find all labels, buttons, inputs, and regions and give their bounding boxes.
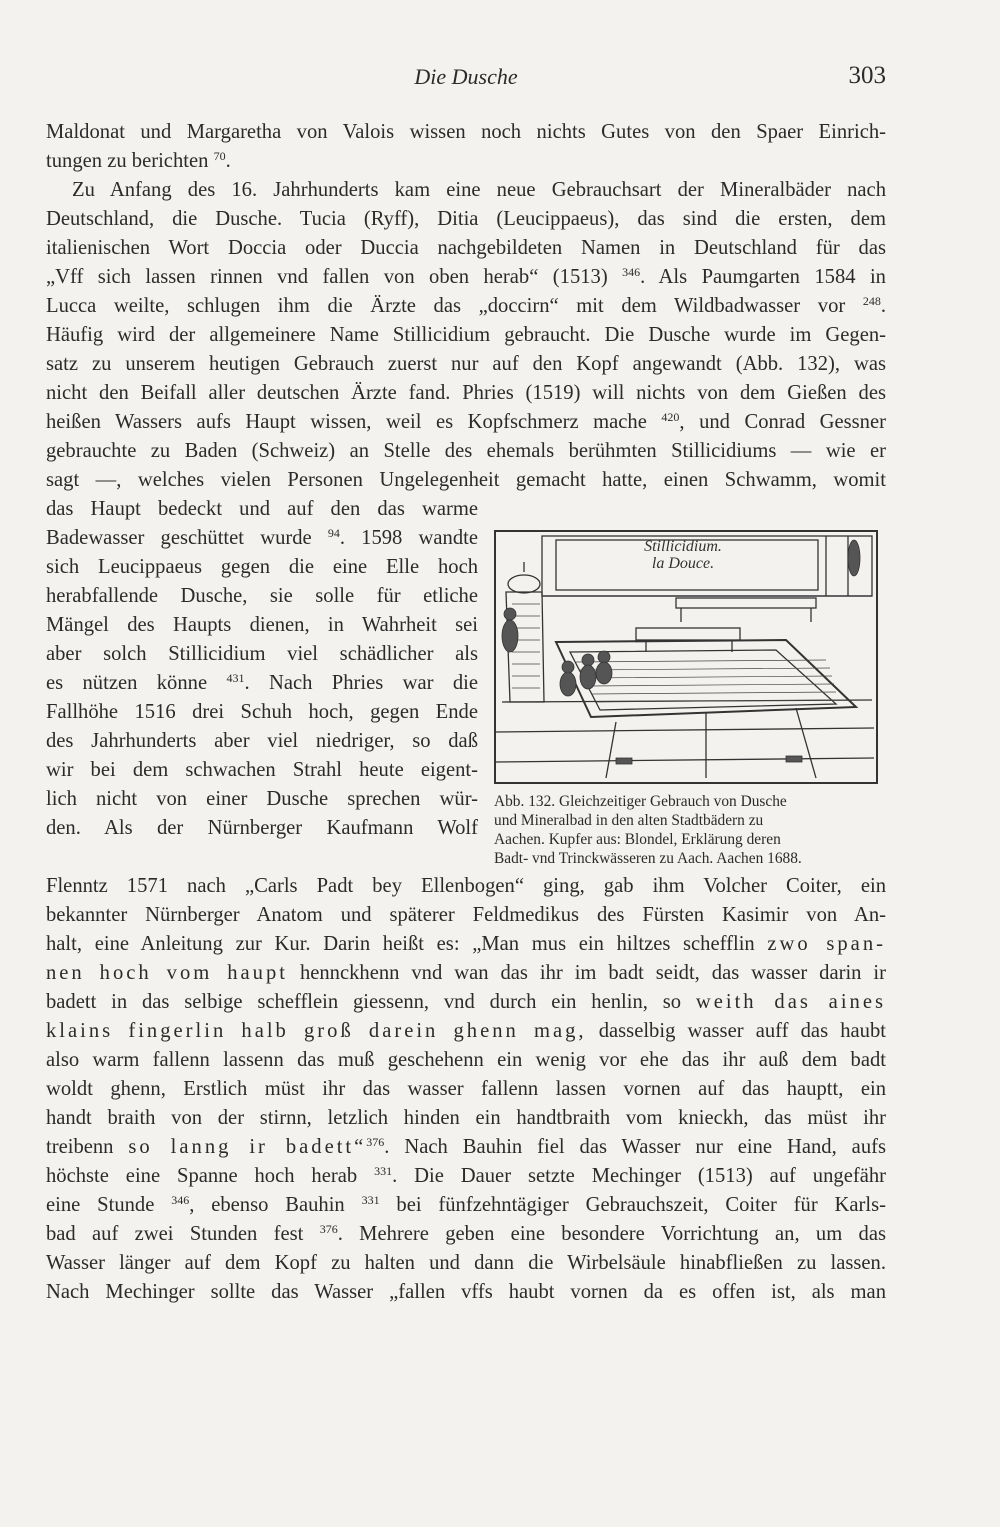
text-line: tungen zu berichten $^{70}$. <box>46 149 231 172</box>
footnote-ref: 420 <box>661 410 680 424</box>
text-line: Wasser länger auf dem Kopf zu halten und dann die Wirbelsäule hinabfließen zu lassen. <box>46 1252 886 1274</box>
text-line: also warm fallenn lassenn das muß geschehenn ein wenig vor ehe das ihr auß dem badt <box>46 1049 886 1071</box>
text-line: höchste eine Spanne hoch herab $^{331}$. Die Dauer setzte Mechinger (1513) auf ungefähr <box>46 1164 886 1187</box>
text-line: den. Als der Nürnberger Kaufmann Wolf <box>46 817 478 839</box>
text-line: Mängel des Haupts dienen, in Wahrheit sei <box>46 614 478 636</box>
figure-caption <box>494 792 908 868</box>
footnote-ref: 346 <box>171 1193 190 1207</box>
text-line: herabfallende Dusche, sie solle für etliche <box>46 585 478 607</box>
text-line: klains fingerlin halb groß darein ghenn mag, dasselbig wasser auff das haubt <box>46 1020 886 1042</box>
text-line: handt braith von der stirnn, letzlich hinden ein handtbraith vom knieckh, das müst ihr <box>46 1107 886 1129</box>
text-line: Badewasser geschüttet wurde $^{94}$. 1598 wandte <box>46 526 478 549</box>
engraving-inscription: Stillicidium. la Douce. <box>644 538 722 572</box>
text-line: eine Stunde $^{346}$, ebenso Bauhin $^{331}$ bei fünfzehntägiger Gebrauchszeit, Coiter für Karls- <box>46 1193 886 1216</box>
footnote-ref: 431 <box>226 671 245 685</box>
footnote-ref: 376 <box>366 1135 385 1149</box>
text-line: Lucca weilte, schlugen ihm die Ärzte das „doccirn“ mit dem Wildbadwasser vor $^{248}$. <box>46 294 886 317</box>
text-line: Flenntz 1571 nach „Carls Padt bey Ellenbogen“ ging, gab ihm Volcher Coiter, ein <box>46 875 886 897</box>
text-line: bekannter Nürnberger Anatom und späterer Feldmedikus des Fürsten Kasimir von An- <box>46 904 886 926</box>
text-line: das Haupt bedeckt und auf den das warme <box>46 498 478 520</box>
footnote-ref: 70 <box>213 149 226 163</box>
caption-line: und Mineralbad in den alten Stadtbädern zu <box>494 812 764 829</box>
text-line: nen hoch vom haupt hennckhenn vnd wan das ihr im badt seidt, das wasser darin ir <box>46 962 886 984</box>
text-line: Zu Anfang des 16. Jahrhunderts kam eine neue Gebrauchsart der Mineralbäder nach <box>72 179 886 201</box>
text-line: nicht den Beifall aller deutschen Ärzte fand. Phries (1519) will nichts von dem Gießen des <box>46 382 886 404</box>
text-line: halt, eine Anleitung zur Kur. Darin heißt es: „Man mus ein hiltzes schefflin zwo span- <box>46 933 886 955</box>
text-line: des Jahrhunderts aber viel niedriger, so daß <box>46 730 478 752</box>
running-title: Die Dusche <box>414 64 518 89</box>
text-line: treibenn so lanng ir badett“$^{376}$. Nach Bauhin fiel das Wasser nur eine Hand, aufs <box>46 1135 886 1158</box>
caption-line: Badt- vnd Trinckwässeren zu Aach. Aachen 1688. <box>494 850 802 867</box>
text-line: heißen Wassers aufs Haupt wissen, weil es Kopfschmerz mache $^{420}$, und Conrad Gessner <box>46 410 886 433</box>
text-line: lich nicht von einer Dusche sprechen wür- <box>46 788 478 810</box>
text-line: wir bei dem schwachen Strahl heute eigent- <box>46 759 478 781</box>
footnote-ref: 376 <box>319 1222 338 1236</box>
body-text-bottom <box>46 872 886 1307</box>
text-line: gebrauchte zu Baden (Schweiz) an Stelle des ehemals berühmten Stillicidiums — wie er <box>46 440 886 462</box>
text-line: woldt ghenn, Erstlich müst ihr das wasser fallenn lassen vornen auf das hauptt, ein <box>46 1078 886 1100</box>
caption-line: Aachen. Kupfer aus: Blondel, Erklärung deren <box>494 831 781 848</box>
footnote-ref: 331 <box>361 1193 380 1207</box>
footnote-ref: 94 <box>327 526 340 540</box>
text-line: Häufig wird der allgemeinere Name Stillicidium gebraucht. Die Dusche wurde im Gegen- <box>46 324 886 346</box>
text-line: „Vff sich lassen rinnen vnd fallen von oben herab“ (1513) $^{346}$. Als Paumgarten 1584 in <box>46 265 886 288</box>
figure-engraving <box>494 530 878 784</box>
page-header <box>46 62 886 96</box>
text-line: Nach Mechinger sollte das Wasser „fallen vffs haubt vornen da es offen ist, als man <box>46 1281 886 1303</box>
body-text-top <box>46 118 886 495</box>
text-line: aber solch Stillicidium viel schädlicher als <box>46 643 478 665</box>
footnote-ref: 346 <box>622 265 641 279</box>
text-line: Maldonat und Margaretha von Valois wissen noch nichts Gutes von den Spaer Einrich- <box>46 121 886 143</box>
text-line: badett in das selbige schefflein giessenn, vnd durch ein henlin, so weith das aines <box>46 991 886 1013</box>
text-line: Fallhöhe 1516 drei Schuh hoch, gegen Ende <box>46 701 478 723</box>
footnote-ref: 248 <box>862 294 881 308</box>
text-line: italienischen Wort Doccia oder Duccia nachgebildeten Namen in Deutschland für das <box>46 237 886 259</box>
text-line: sagt —, welches vielen Personen Ungelegenheit gemacht hatte, einen Schwamm, womit <box>46 469 886 491</box>
text-line: es nützen könne $^{431}$. Nach Phries war die <box>46 671 478 694</box>
text-line: satz zu unserem heutigen Gebrauch zuerst nur auf den Kopf angewandt (Abb. 132), was <box>46 353 886 375</box>
footnote-ref: 331 <box>374 1164 393 1178</box>
caption-line: Abb. 132. Gleichzeitiger Gebrauch von Dusche <box>494 793 787 810</box>
text-line: bad auf zwei Stunden fest $^{376}$. Mehrere geben eine besondere Vorrichtung an, um das <box>46 1222 886 1245</box>
text-line: sich Leucippaeus gegen die eine Elle hoch <box>46 556 478 578</box>
page-number: 303 <box>848 62 886 89</box>
text-line: Deutschland, die Dusche. Tucia (Ryff), Ditia (Leucippaeus), das sind die ersten, dem <box>46 208 886 230</box>
